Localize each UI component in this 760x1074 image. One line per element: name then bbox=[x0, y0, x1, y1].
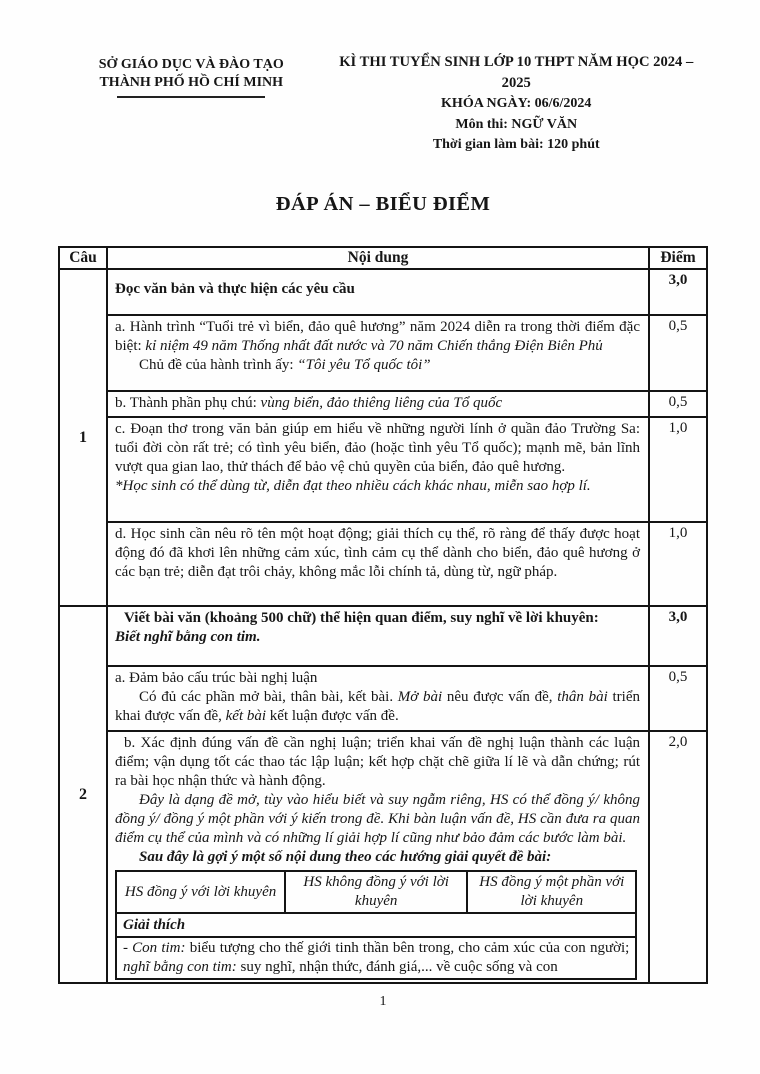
authority-line-2: THÀNH PHỐ HỒ CHÍ MINH bbox=[99, 75, 284, 91]
suggestion-col-agree: HS đồng ý với lời khuyên bbox=[116, 871, 285, 913]
suggestion-section-label: Giải thích bbox=[116, 913, 636, 937]
paragraph: Có đủ các phần mở bài, thân bài, kết bài. Mở bài nêu được vấn đề, thân bài triển khai được vấn đề, kết bài kết luận được vấn đề. bbox=[115, 689, 640, 725]
suggestion-col-disagree: HS không đồng ý với lời khuyên bbox=[285, 871, 467, 913]
paragraph: Sau đây là gợi ý một số nội dung theo các hướng giải quyết đề bài: bbox=[139, 849, 552, 866]
rubric-header-row bbox=[59, 247, 707, 269]
suggestion-col-partial: HS đồng ý một phần với lời khuyên bbox=[467, 871, 636, 913]
table-row bbox=[59, 731, 707, 983]
paragraph: c. Đoạn thơ trong văn bản giúp em hiểu về những người lính ở quần đảo Trường Sa: tuổi đời còn rất trẻ; có tình yêu biển, đảo (hoặc tình yêu Tổ quốc); mạnh mẽ, bản lĩnh vượt qua gian lao, thử thách để bảo vệ chủ quyền của biển, đảo quê hương. bbox=[115, 421, 640, 476]
paragraph: Đọc văn bản và thực hiện các yêu cầu bbox=[115, 281, 355, 298]
issuing-authority bbox=[58, 52, 325, 155]
paragraph: Chủ đề của hành trình ấy: “Tôi yêu Tổ quốc tôi” bbox=[139, 357, 431, 374]
table-row bbox=[116, 913, 636, 937]
exam-info bbox=[325, 52, 709, 155]
paragraph: b. Xác định đúng vấn đề cần nghị luận; triển khai vấn đề nghị luận thành các luận điểm; vận dụng tốt các thao tác lập luận; kết hợp chặt chẽ giữa lí lẽ và dẫn chứng; rút ra bài học nhận thức và hành động. bbox=[115, 735, 640, 790]
column-header-cau: Câu bbox=[59, 247, 107, 269]
rubric-table bbox=[58, 246, 708, 984]
q1-total-points: 3,0 bbox=[649, 269, 707, 315]
q2-intro-content bbox=[107, 606, 649, 666]
header-underline bbox=[117, 96, 265, 98]
q1-intro-content bbox=[107, 269, 649, 315]
table-row bbox=[116, 937, 636, 979]
q1c-content bbox=[107, 417, 649, 522]
paragraph: a. Đảm bảo cấu trúc bài nghị luận bbox=[115, 670, 318, 687]
suggestion-table bbox=[115, 870, 637, 980]
suggestion-explanation bbox=[116, 937, 636, 979]
q1a-content bbox=[107, 315, 649, 391]
table-row bbox=[59, 391, 707, 417]
column-header-noidung: Nội dung bbox=[107, 247, 649, 269]
table-row bbox=[59, 417, 707, 522]
exam-duration: Thời gian làm bài: 120 phút bbox=[432, 136, 600, 152]
paragraph: *Học sinh có thể dùng từ, diễn đạt theo nhiều cách khác nhau, miễn sao hợp lí. bbox=[115, 478, 591, 495]
table-row bbox=[59, 606, 707, 666]
table-row bbox=[59, 522, 707, 606]
q2-total-points: 3,0 bbox=[649, 606, 707, 666]
q1b-content bbox=[107, 391, 649, 417]
exam-date: KHÓA NGÀY: 06/6/2024 bbox=[441, 96, 592, 112]
paragraph: b. Thành phần phụ chú: vùng biển, đảo thiêng liêng của Tổ quốc bbox=[115, 395, 503, 412]
q1d-points: 1,0 bbox=[649, 522, 707, 606]
q2b-points: 2,0 bbox=[649, 731, 707, 983]
table-row bbox=[59, 315, 707, 391]
column-header-diem: Điểm bbox=[649, 247, 707, 269]
q1c-points: 1,0 bbox=[649, 417, 707, 522]
question-number-1: 1 bbox=[59, 269, 107, 606]
q1b-points: 0,5 bbox=[649, 391, 707, 417]
page-title: ĐÁP ÁN – BIỂU ĐIỂM bbox=[275, 193, 491, 216]
q2a-content bbox=[107, 666, 649, 731]
paragraph: - Con tim: biểu tượng cho thế giới tinh thần bên trong, cho cảm xúc của con người; nghĩ bằng con tim: suy nghĩ, nhận thức, đánh giá,... về cuộc sống và con bbox=[123, 940, 630, 976]
paragraph: Viết bài văn (khoảng 500 chữ) thể hiện quan điểm, suy nghĩ về lời khuyên: bbox=[124, 610, 599, 627]
paragraph: a. Hành trình “Tuổi trẻ vì biển, đảo quê hương” năm 2024 diễn ra trong thời điểm đặc biệt: kỉ niệm 49 năm Thống nhất đất nước và 70 năm Chiến thắng Điện Biên Phủ bbox=[115, 319, 640, 355]
page-number: 1 bbox=[379, 994, 387, 1010]
exam-subject: Môn thi: NGỮ VĂN bbox=[455, 116, 578, 132]
paragraph: d. Học sinh cần nêu rõ tên một hoạt động; giải thích cụ thể, rõ ràng để thấy được hoạt động đó đã khơi lên những cảm xúc, tình cảm cụ thể dành cho biển, đảo quê hương ở các bạn trẻ; diễn đạt trôi chảy, không mắc lỗi chính tả, dùng từ, ngữ pháp. bbox=[115, 526, 640, 581]
table-row bbox=[59, 666, 707, 731]
suggestion-header-row bbox=[116, 871, 636, 913]
question-number-2: 2 bbox=[59, 606, 107, 983]
q2a-points: 0,5 bbox=[649, 666, 707, 731]
exam-name: KÌ THI TUYỂN SINH LỚP 10 THPT NĂM HỌC 2024 – 2025 bbox=[339, 54, 694, 92]
q1d-content bbox=[107, 522, 649, 606]
paragraph: Đây là dạng đề mở, tùy vào hiểu biết và suy ngẫm riêng, HS có thể đồng ý/ không đồng ý/ đồng ý một phần với ý kiến trong đề. Khi bàn luận vấn đề, HS cần đưa ra quan điểm cụ thể của mình và có những lí giải hợp lí cũng như bảo đảm các bước làm bài. bbox=[115, 792, 640, 847]
paragraph: Biết nghĩ bằng con tim. bbox=[115, 629, 261, 646]
document-header bbox=[58, 52, 708, 155]
q2b-content bbox=[107, 731, 649, 983]
q1a-points: 0,5 bbox=[649, 315, 707, 391]
authority-line-1: SỞ GIÁO DỤC VÀ ĐÀO TẠO bbox=[98, 57, 284, 72]
table-row bbox=[59, 269, 707, 315]
